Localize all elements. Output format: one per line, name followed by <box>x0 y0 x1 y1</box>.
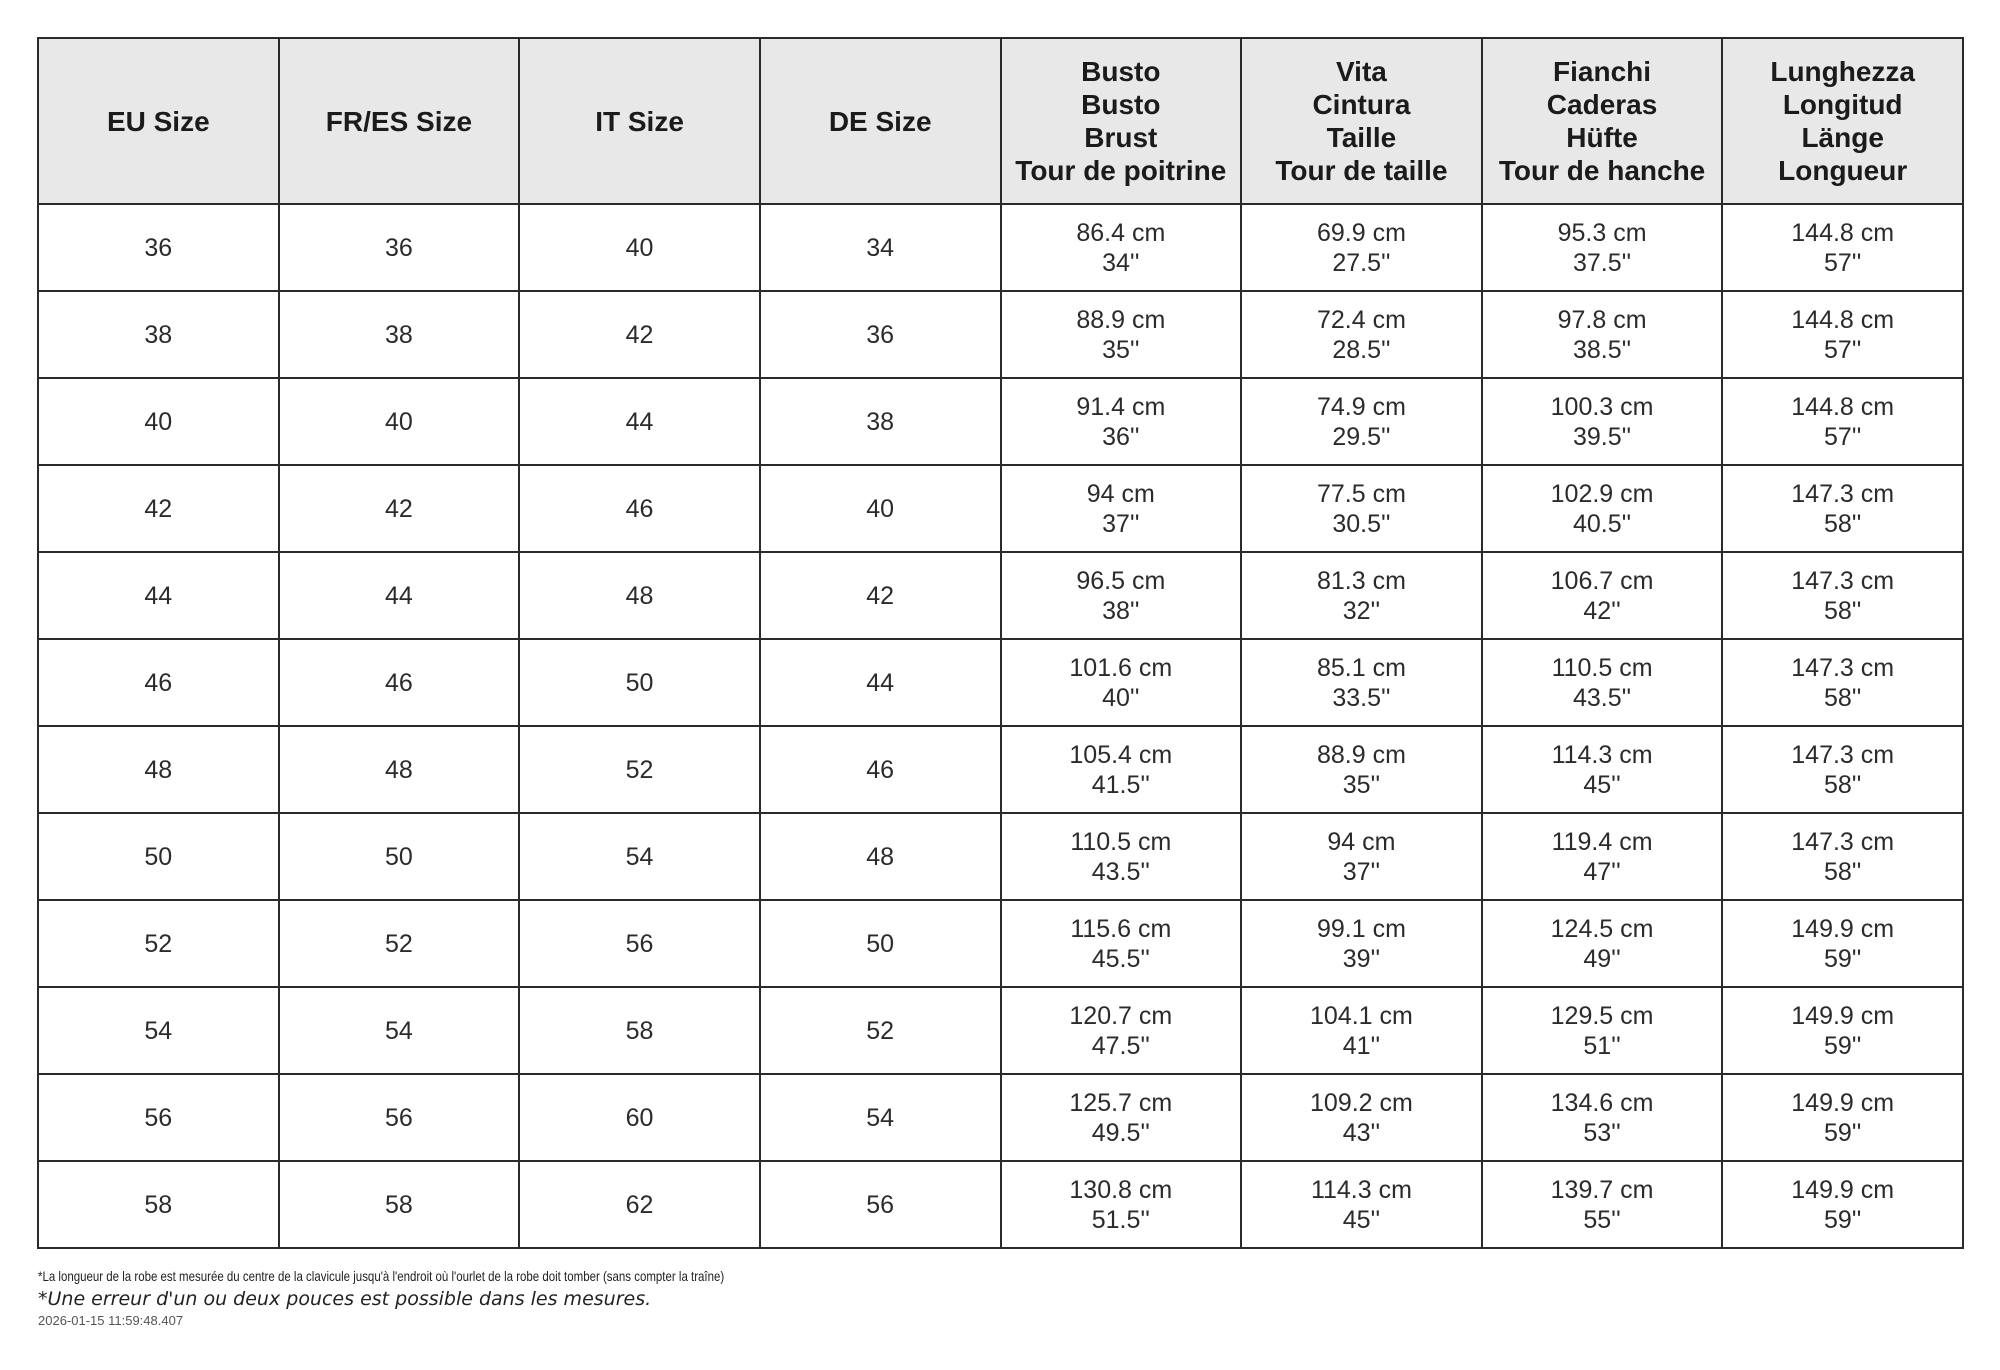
cell-value: 40 <box>385 407 413 436</box>
cell-value: 28.5'' <box>1332 335 1391 364</box>
table-cell <box>1241 465 1482 552</box>
table-cell <box>1482 291 1723 378</box>
cell-value: 38 <box>866 407 895 436</box>
table-cell <box>760 1074 1001 1161</box>
table-cell <box>38 639 279 726</box>
cell-value: 57'' <box>1824 422 1862 451</box>
table-cell <box>38 291 279 378</box>
table-cell <box>1722 726 1963 813</box>
cell-value: 58 <box>625 1016 654 1045</box>
cell-value: 144.8 cm <box>1791 305 1895 334</box>
cell-value: 120.7 cm <box>1069 1001 1173 1030</box>
table-cell <box>519 987 760 1074</box>
cell-value: 105.4 cm <box>1069 740 1173 769</box>
cell-value: 42 <box>625 320 654 349</box>
cell-value: 40 <box>625 233 654 262</box>
column-header-line: Tour de hanche <box>1498 155 1706 186</box>
table-cell <box>519 726 760 813</box>
cell-value: 95.3 cm <box>1557 218 1647 247</box>
cell-value: 125.7 cm <box>1069 1088 1173 1117</box>
cell-value: 149.9 cm <box>1791 914 1895 943</box>
cell-value: 44 <box>385 581 413 610</box>
cell-value: 147.3 cm <box>1791 740 1895 769</box>
cell-value: 147.3 cm <box>1791 479 1895 508</box>
table-cell <box>519 291 760 378</box>
footnotes <box>38 1268 875 1328</box>
cell-value: 99.1 cm <box>1316 914 1406 943</box>
column-header-line: Tour de taille <box>1275 155 1448 186</box>
cell-value: 49'' <box>1583 944 1621 973</box>
table-row <box>38 1161 1963 1248</box>
table-cell <box>519 552 760 639</box>
table-body <box>38 204 1963 1248</box>
cell-value: 30.5'' <box>1332 509 1391 538</box>
cell-value: 149.9 cm <box>1791 1001 1895 1030</box>
cell-value: 59'' <box>1824 944 1862 973</box>
cell-value: 48 <box>866 842 895 871</box>
cell-value: 59'' <box>1824 1118 1862 1147</box>
table-cell <box>1722 465 1963 552</box>
table-cell <box>1001 552 1242 639</box>
cell-value: 45.5'' <box>1091 944 1150 973</box>
cell-value: 110.5 cm <box>1551 653 1653 682</box>
cell-value: 56 <box>866 1190 895 1219</box>
table-cell <box>1722 900 1963 987</box>
table-row <box>38 639 1963 726</box>
table-row <box>38 1074 1963 1161</box>
cell-value: 56 <box>385 1103 413 1132</box>
table-cell <box>38 552 279 639</box>
column-header <box>760 38 1001 204</box>
cell-value: 58'' <box>1824 509 1862 538</box>
table-cell <box>1001 639 1242 726</box>
column-header <box>519 38 760 204</box>
cell-value: 43.5'' <box>1091 857 1150 886</box>
cell-value: 37.5'' <box>1572 248 1632 277</box>
cell-value: 35'' <box>1342 770 1381 799</box>
table-cell <box>760 1161 1001 1248</box>
cell-value: 94 cm <box>1086 479 1155 508</box>
table-cell <box>1722 378 1963 465</box>
table-cell <box>279 291 520 378</box>
table-cell <box>1482 1074 1723 1161</box>
cell-value: 110.5 cm <box>1070 827 1172 856</box>
table-row <box>38 726 1963 813</box>
cell-value: 134.6 cm <box>1550 1088 1654 1117</box>
table-cell <box>760 552 1001 639</box>
cell-value: 34'' <box>1102 248 1140 277</box>
table-cell <box>1241 552 1482 639</box>
cell-value: 45'' <box>1583 770 1621 799</box>
table-cell <box>38 900 279 987</box>
column-header-line: Longueur <box>1778 155 1908 186</box>
column-header-line: Brust <box>1084 122 1158 153</box>
cell-value: 34 <box>866 233 895 262</box>
column-header-line: IT Size <box>595 105 684 137</box>
cell-value: 124.5 cm <box>1550 914 1654 943</box>
table-cell <box>519 204 760 291</box>
table-cell <box>760 291 1001 378</box>
column-header-line: Longitud <box>1782 89 1903 120</box>
cell-value: 54 <box>625 842 654 871</box>
table-row <box>38 465 1963 552</box>
cell-value: 56 <box>144 1103 173 1132</box>
table-cell <box>1241 378 1482 465</box>
cell-value: 57'' <box>1824 248 1862 277</box>
table-cell <box>279 378 520 465</box>
table-cell <box>38 1074 279 1161</box>
column-header <box>1001 38 1242 204</box>
table-row <box>38 552 1963 639</box>
column-header-line: Fianchi <box>1553 56 1652 87</box>
table-cell <box>38 726 279 813</box>
cell-value: 144.8 cm <box>1791 218 1895 247</box>
table-cell <box>1482 204 1723 291</box>
table-cell <box>760 987 1001 1074</box>
table-cell <box>519 465 760 552</box>
cell-value: 97.8 cm <box>1557 305 1647 334</box>
cell-value: 36 <box>866 320 895 349</box>
column-header <box>1241 38 1482 204</box>
table-cell <box>1001 378 1242 465</box>
column-header-line: Länge <box>1801 122 1884 153</box>
table-cell <box>279 1074 520 1161</box>
cell-value: 42 <box>385 494 413 523</box>
cell-value: 53'' <box>1583 1118 1621 1147</box>
table-cell <box>279 204 520 291</box>
cell-value: 147.3 cm <box>1791 827 1895 856</box>
column-header-line: Taille <box>1326 122 1397 153</box>
cell-value: 139.7 cm <box>1550 1175 1654 1204</box>
table-cell <box>760 726 1001 813</box>
table-cell <box>1482 900 1723 987</box>
cell-value: 50 <box>385 842 413 871</box>
table-cell <box>760 900 1001 987</box>
table-cell <box>760 813 1001 900</box>
table-cell <box>1001 813 1242 900</box>
table-cell <box>38 813 279 900</box>
cell-value: 85.1 cm <box>1316 653 1406 682</box>
cell-value: 62 <box>625 1190 654 1219</box>
cell-value: 54 <box>866 1103 895 1132</box>
cell-value: 48 <box>144 755 173 784</box>
cell-value: 50 <box>625 668 654 697</box>
cell-value: 56 <box>625 929 654 958</box>
table-cell <box>1722 1161 1963 1248</box>
table-cell <box>1722 1074 1963 1161</box>
table-cell <box>1722 291 1963 378</box>
table-cell <box>760 204 1001 291</box>
cell-value: 44 <box>866 668 895 697</box>
cell-value: 54 <box>144 1016 173 1045</box>
table-cell <box>1482 987 1723 1074</box>
cell-value: 101.6 cm <box>1069 653 1173 682</box>
cell-value: 50 <box>144 842 173 871</box>
table-cell <box>1241 813 1482 900</box>
table-cell <box>1001 900 1242 987</box>
table-row <box>38 987 1963 1074</box>
cell-value: 39'' <box>1342 944 1381 973</box>
table-cell <box>1241 987 1482 1074</box>
cell-value: 36'' <box>1102 422 1140 451</box>
cell-value: 114.3 cm <box>1310 1175 1412 1204</box>
cell-value: 91.4 cm <box>1076 392 1166 421</box>
cell-value: 77.5 cm <box>1316 479 1406 508</box>
cell-value: 52 <box>866 1016 895 1045</box>
cell-value: 47'' <box>1583 857 1621 886</box>
cell-value: 49.5'' <box>1091 1118 1150 1147</box>
measurement-error-note: *Une erreur d'un ou deux pouces est possible dans les mesures. <box>38 1288 652 1310</box>
cell-value: 59'' <box>1824 1031 1862 1060</box>
cell-value: 38'' <box>1102 596 1140 625</box>
cell-value: 144.8 cm <box>1791 392 1895 421</box>
timestamp: 2026-01-15 11:59:48.407 <box>38 1313 184 1328</box>
cell-value: 147.3 cm <box>1791 653 1895 682</box>
cell-value: 115.6 cm <box>1070 914 1172 943</box>
table-cell <box>519 1074 760 1161</box>
table-cell <box>279 639 520 726</box>
cell-value: 40.5'' <box>1572 509 1632 538</box>
cell-value: 88.9 cm <box>1316 740 1406 769</box>
column-header-line: Tour de poitrine <box>1015 155 1227 186</box>
cell-value: 51'' <box>1583 1031 1621 1060</box>
table-cell <box>1241 900 1482 987</box>
table-cell <box>38 465 279 552</box>
cell-value: 96.5 cm <box>1076 566 1166 595</box>
table-cell <box>1241 726 1482 813</box>
table-cell <box>1241 639 1482 726</box>
cell-value: 94 cm <box>1327 827 1396 856</box>
cell-value: 44 <box>625 407 654 436</box>
cell-value: 58'' <box>1824 857 1862 886</box>
table-cell <box>519 639 760 726</box>
cell-value: 47.5'' <box>1091 1031 1150 1060</box>
table-row <box>38 204 1963 291</box>
cell-value: 106.7 cm <box>1550 566 1654 595</box>
column-header-line: Caderas <box>1546 89 1658 120</box>
cell-value: 72.4 cm <box>1316 305 1406 334</box>
cell-value: 46 <box>866 755 895 784</box>
cell-value: 38 <box>144 320 173 349</box>
cell-value: 35'' <box>1102 335 1140 364</box>
table-row <box>38 813 1963 900</box>
cell-value: 42'' <box>1583 596 1621 625</box>
table-cell <box>1001 726 1242 813</box>
cell-value: 32'' <box>1342 596 1381 625</box>
column-header-line: FR/ES Size <box>325 105 473 137</box>
table-row <box>38 378 1963 465</box>
cell-value: 46 <box>385 668 413 697</box>
column-header <box>38 38 279 204</box>
column-header-line: DE Size <box>828 105 932 137</box>
cell-value: 40 <box>866 494 895 523</box>
table-cell <box>1001 204 1242 291</box>
cell-value: 40 <box>144 407 173 436</box>
table-cell <box>1241 1161 1482 1248</box>
cell-value: 60 <box>625 1103 654 1132</box>
table-cell <box>38 378 279 465</box>
cell-value: 52 <box>625 755 654 784</box>
table-row <box>38 900 1963 987</box>
table-cell <box>1482 726 1723 813</box>
table-cell <box>1722 552 1963 639</box>
cell-value: 38 <box>385 320 413 349</box>
cell-value: 55'' <box>1583 1205 1621 1234</box>
cell-value: 52 <box>385 929 413 958</box>
cell-value: 42 <box>144 494 173 523</box>
cell-value: 27.5'' <box>1332 248 1391 277</box>
cell-value: 29.5'' <box>1332 422 1391 451</box>
column-header-line: Busto <box>1081 89 1161 120</box>
cell-value: 102.9 cm <box>1550 479 1654 508</box>
cell-value: 33.5'' <box>1332 683 1391 712</box>
cell-value: 74.9 cm <box>1316 392 1406 421</box>
cell-value: 46 <box>625 494 654 523</box>
table-row <box>38 291 1963 378</box>
table-cell <box>1001 987 1242 1074</box>
table-cell <box>1482 378 1723 465</box>
table-cell <box>1482 552 1723 639</box>
table-cell <box>38 204 279 291</box>
column-header-line: Lunghezza <box>1770 56 1916 87</box>
cell-value: 36 <box>144 233 173 262</box>
table-cell <box>1482 465 1723 552</box>
table-cell <box>1722 813 1963 900</box>
cell-value: 88.9 cm <box>1076 305 1166 334</box>
cell-value: 37'' <box>1342 857 1381 886</box>
column-header-line: EU Size <box>106 105 210 137</box>
column-header-line: Vita <box>1336 56 1387 87</box>
table-cell <box>519 813 760 900</box>
cell-value: 50 <box>866 929 895 958</box>
cell-value: 54 <box>385 1016 413 1045</box>
column-header <box>279 38 520 204</box>
cell-value: 42 <box>866 581 895 610</box>
cell-value: 45'' <box>1342 1205 1381 1234</box>
table-cell <box>279 726 520 813</box>
table-cell <box>38 987 279 1074</box>
table-cell <box>1001 1161 1242 1248</box>
table-cell <box>519 1161 760 1248</box>
cell-value: 48 <box>625 581 654 610</box>
cell-value: 81.3 cm <box>1316 566 1406 595</box>
table-cell <box>1241 291 1482 378</box>
cell-value: 41'' <box>1342 1031 1381 1060</box>
cell-value: 39.5'' <box>1572 422 1632 451</box>
cell-value: 46 <box>144 668 173 697</box>
cell-value: 100.3 cm <box>1550 392 1654 421</box>
cell-value: 48 <box>385 755 413 784</box>
dress-length-note: *La longueur de la robe est mesurée du centre de la clavicule jusqu'à l'endroit où l'ourlet de la robe doit tomber (sans compter la traîne) <box>38 1268 725 1284</box>
table-cell <box>1001 1074 1242 1161</box>
cell-value: 69.9 cm <box>1316 218 1406 247</box>
cell-value: 36 <box>385 233 413 262</box>
cell-value: 119.4 cm <box>1551 827 1653 856</box>
cell-value: 86.4 cm <box>1076 218 1166 247</box>
column-header <box>1482 38 1723 204</box>
header-row <box>38 38 1963 204</box>
table-cell <box>279 900 520 987</box>
table-cell <box>279 465 520 552</box>
table-cell <box>279 552 520 639</box>
cell-value: 58 <box>385 1190 413 1219</box>
cell-value: 57'' <box>1824 335 1862 364</box>
cell-value: 58'' <box>1824 770 1862 799</box>
table-cell <box>760 465 1001 552</box>
column-header-line: Cintura <box>1312 89 1411 120</box>
table-cell <box>1482 813 1723 900</box>
cell-value: 130.8 cm <box>1069 1175 1173 1204</box>
cell-value: 44 <box>144 581 173 610</box>
cell-value: 58'' <box>1824 596 1862 625</box>
size-chart-table <box>37 37 1964 1249</box>
table-cell <box>1241 1074 1482 1161</box>
cell-value: 147.3 cm <box>1791 566 1895 595</box>
column-header-line: Hüfte <box>1566 122 1638 153</box>
cell-value: 52 <box>144 929 173 958</box>
cell-value: 104.1 cm <box>1310 1001 1413 1030</box>
cell-value: 43'' <box>1342 1118 1381 1147</box>
table-cell <box>279 1161 520 1248</box>
table-cell <box>519 900 760 987</box>
cell-value: 129.5 cm <box>1550 1001 1654 1030</box>
cell-value: 43.5'' <box>1572 683 1632 712</box>
table-cell <box>519 378 760 465</box>
table-cell <box>1722 204 1963 291</box>
table-cell <box>1482 639 1723 726</box>
cell-value: 37'' <box>1102 509 1140 538</box>
cell-value: 40'' <box>1102 683 1140 712</box>
table-cell <box>1001 465 1242 552</box>
table-cell <box>760 378 1001 465</box>
table-cell <box>279 813 520 900</box>
cell-value: 149.9 cm <box>1791 1088 1895 1117</box>
table-cell <box>279 987 520 1074</box>
column-header-line: Busto <box>1081 56 1161 87</box>
table-cell <box>1241 204 1482 291</box>
cell-value: 109.2 cm <box>1310 1088 1413 1117</box>
table-cell <box>1722 987 1963 1074</box>
cell-value: 114.3 cm <box>1551 740 1653 769</box>
table-cell <box>38 1161 279 1248</box>
cell-value: 59'' <box>1824 1205 1862 1234</box>
cell-value: 38.5'' <box>1572 335 1632 364</box>
cell-value: 58'' <box>1824 683 1862 712</box>
cell-value: 149.9 cm <box>1791 1175 1895 1204</box>
table-cell <box>760 639 1001 726</box>
cell-value: 51.5'' <box>1091 1205 1150 1234</box>
cell-value: 41.5'' <box>1091 770 1150 799</box>
cell-value: 58 <box>144 1190 173 1219</box>
table-cell <box>1722 639 1963 726</box>
table-cell <box>1482 1161 1723 1248</box>
column-header <box>1722 38 1963 204</box>
table-cell <box>1001 291 1242 378</box>
